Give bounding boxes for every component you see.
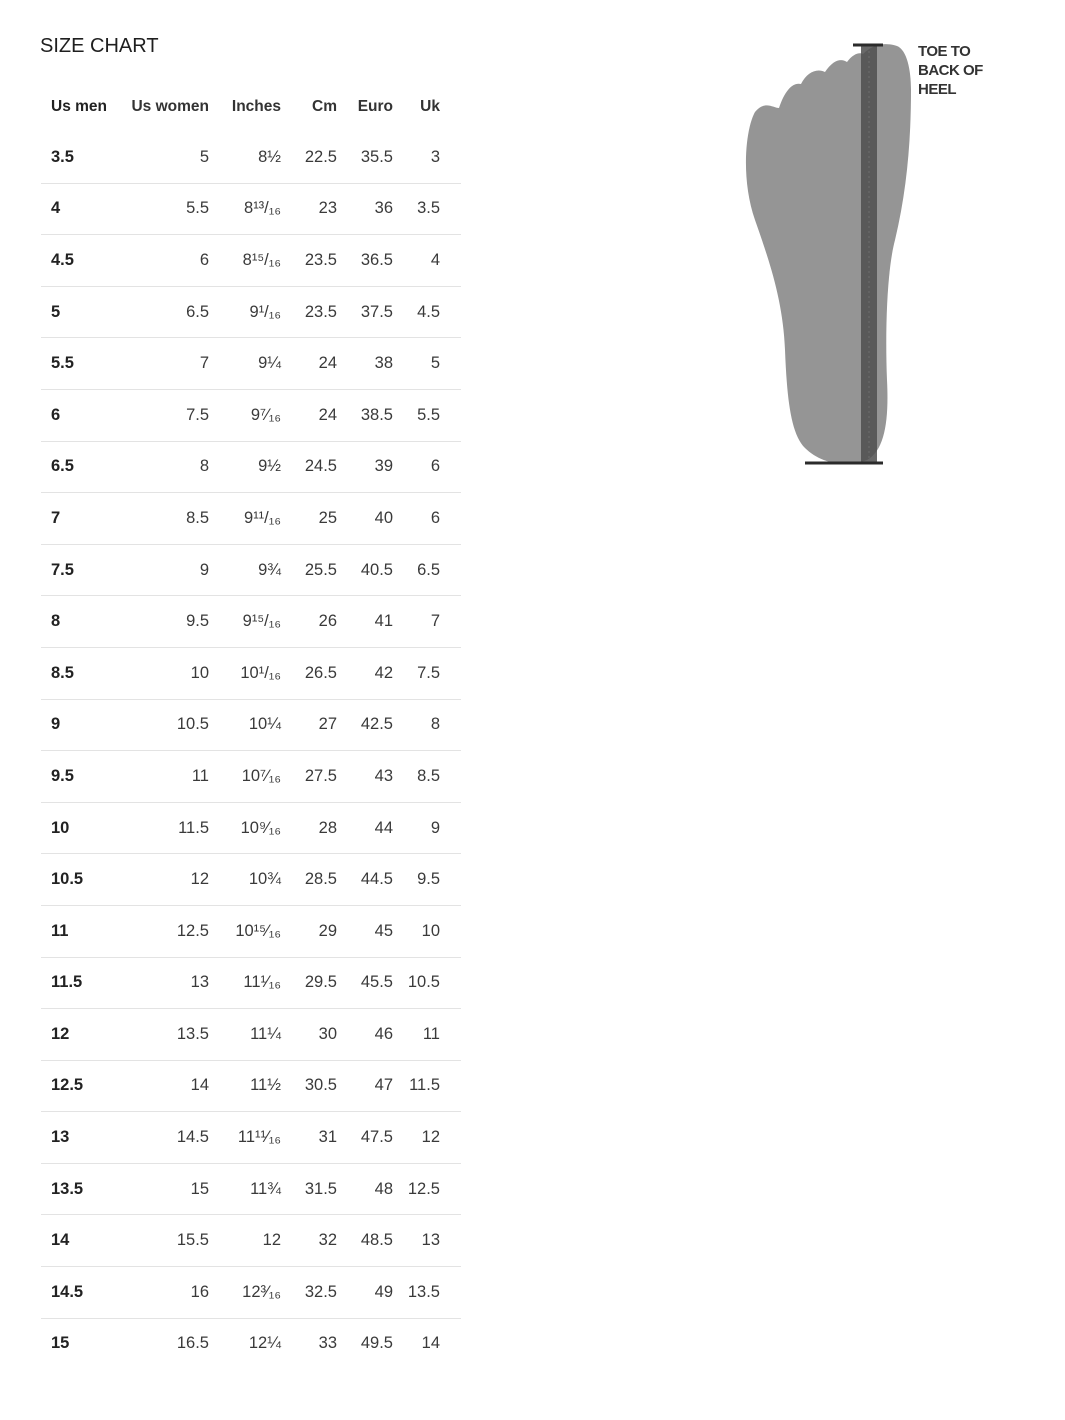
cell-cm: 28	[318, 818, 337, 837]
cell-us-men: 14	[51, 1231, 70, 1250]
cell-inches: 9¾	[258, 560, 281, 579]
cell-us-men: 4	[51, 199, 61, 218]
cell-euro: 39	[374, 457, 393, 476]
table-row	[41, 493, 461, 545]
table-row	[41, 1267, 461, 1319]
cell-cm: 32	[318, 1231, 337, 1250]
cell-uk: 5.5	[417, 405, 440, 424]
cell-cm: 24	[318, 354, 337, 373]
cell-inches: 11¹⁄₁₆	[243, 973, 281, 992]
cell-inches: 11½	[250, 1076, 281, 1095]
cell-uk: 12	[421, 1128, 440, 1147]
table-row	[41, 700, 461, 752]
cell-us-men: 11.5	[51, 973, 83, 992]
cell-euro: 45.5	[360, 973, 393, 992]
cell-uk: 5	[430, 354, 440, 373]
column-header: Inches	[231, 98, 281, 115]
cell-inches: 10⁹⁄₁₆	[240, 818, 281, 837]
cell-euro: 47.5	[360, 1128, 393, 1147]
cell-us-women: 12	[190, 870, 209, 889]
cell-inches: 10⁷⁄₁₆	[241, 766, 281, 785]
cell-cm: 24.5	[304, 457, 337, 476]
table-row	[41, 1061, 461, 1113]
cell-cm: 31	[318, 1128, 337, 1147]
table-body	[41, 132, 461, 1369]
cell-uk: 13	[421, 1231, 440, 1250]
cell-euro: 42	[374, 663, 393, 682]
cell-uk: 8.5	[417, 766, 440, 785]
cell-us-men: 14.5	[51, 1282, 84, 1301]
cell-cm: 24	[318, 405, 337, 424]
cell-us-women: 9	[199, 560, 209, 579]
cell-us-women: 8.5	[186, 508, 209, 527]
cell-euro: 49.5	[360, 1334, 393, 1353]
cell-uk: 8	[430, 715, 440, 734]
table-row	[41, 596, 461, 648]
cell-uk: 10.5	[407, 973, 440, 992]
cell-inches: 10¾	[248, 870, 281, 889]
cell-uk: 13.5	[407, 1282, 440, 1301]
cell-us-women: 5	[199, 147, 209, 166]
cell-uk: 10	[421, 921, 440, 940]
cell-us-men: 12.5	[51, 1076, 84, 1095]
cell-uk: 11	[422, 1024, 440, 1043]
cell-us-women: 6	[199, 250, 209, 269]
cell-euro: 36	[374, 199, 393, 218]
cell-uk: 11.5	[409, 1076, 440, 1095]
cell-inches: 10¼	[248, 715, 281, 734]
cell-uk: 7.5	[417, 663, 440, 682]
table-header	[41, 82, 461, 132]
cell-inches: 9¼	[258, 354, 281, 373]
cell-euro: 36.5	[360, 250, 393, 269]
cell-inches: 9¹⁵/₁₆	[242, 612, 281, 631]
cell-uk: 6	[430, 457, 440, 476]
cell-uk: 14	[421, 1334, 440, 1353]
cell-uk: 9	[430, 818, 440, 837]
table-row	[41, 648, 461, 700]
table-row	[41, 751, 461, 803]
cell-inches: 9¹¹/₁₆	[244, 508, 281, 527]
cell-us-women: 6.5	[186, 302, 209, 321]
cell-euro: 48.5	[360, 1231, 393, 1250]
cell-us-women: 13.5	[176, 1024, 209, 1043]
cell-uk: 3	[430, 147, 440, 166]
cell-us-women: 5.5	[186, 199, 209, 218]
cell-euro: 40	[374, 508, 393, 527]
table-row	[41, 390, 461, 442]
cell-us-women: 11.5	[178, 818, 209, 837]
cell-uk: 4	[430, 250, 440, 269]
cell-us-men: 3.5	[51, 147, 74, 166]
table-row	[41, 854, 461, 906]
cell-cm: 29	[318, 921, 337, 940]
cell-cm: 26	[318, 612, 337, 631]
cell-us-women: 16	[190, 1282, 209, 1301]
measurement-label-line: HEEL	[918, 81, 957, 98]
column-header: Uk	[420, 98, 440, 115]
cell-cm: 26.5	[304, 663, 337, 682]
column-header: Us men	[51, 98, 107, 115]
table-row	[41, 1009, 461, 1061]
measurement-label	[918, 42, 1008, 99]
cell-euro: 45	[374, 921, 393, 940]
cell-us-women: 10.5	[176, 715, 209, 734]
cell-uk: 4.5	[417, 302, 440, 321]
cell-us-men: 10	[51, 818, 70, 837]
cell-us-men: 7	[51, 508, 61, 527]
cell-euro: 38	[374, 354, 393, 373]
cell-inches: 11¼	[250, 1024, 281, 1043]
cell-us-men: 8.5	[51, 663, 74, 682]
cell-euro: 44	[374, 818, 393, 837]
cell-euro: 41	[374, 612, 393, 631]
cell-us-men: 6.5	[51, 457, 74, 476]
cell-euro: 43	[374, 766, 393, 785]
cell-cm: 23	[318, 199, 337, 218]
column-header: Euro	[357, 98, 393, 115]
cell-euro: 44.5	[360, 870, 393, 889]
table-row	[41, 1112, 461, 1164]
cell-uk: 6	[430, 508, 440, 527]
cell-euro: 47	[374, 1076, 393, 1095]
cell-us-women: 7.5	[186, 405, 209, 424]
table-row	[41, 958, 461, 1010]
cell-us-men: 5	[51, 302, 61, 321]
page-title: SIZE CHART	[40, 35, 159, 57]
table-row	[41, 338, 461, 390]
cell-cm: 33	[318, 1334, 337, 1353]
cell-inches: 12¼	[248, 1334, 281, 1353]
cell-us-men: 11	[51, 921, 69, 940]
cell-uk: 6.5	[417, 560, 440, 579]
cell-inches: 11¾	[250, 1179, 281, 1198]
cell-euro: 37.5	[360, 302, 393, 321]
cell-inches: 9½	[258, 457, 281, 476]
cell-us-men: 6	[51, 405, 61, 424]
cell-cm: 25	[318, 508, 337, 527]
measurement-label-line: BACK OF	[918, 62, 983, 79]
table-row	[41, 184, 461, 236]
cell-us-women: 8	[199, 457, 209, 476]
cell-inches: 10¹/₁₆	[240, 663, 281, 682]
table-row	[41, 235, 461, 287]
cell-cm: 27.5	[304, 766, 337, 785]
cell-uk: 3.5	[417, 199, 440, 218]
cell-inches: 11¹¹⁄₁₆	[237, 1128, 281, 1147]
cell-euro: 48	[374, 1179, 393, 1198]
cell-uk: 7	[430, 612, 440, 631]
cell-us-men: 4.5	[51, 250, 74, 269]
cell-us-men: 7.5	[51, 560, 74, 579]
foot-silhouette	[746, 44, 911, 464]
cell-euro: 42.5	[360, 715, 393, 734]
cell-cm: 29.5	[304, 973, 337, 992]
cell-inches: 8½	[258, 147, 281, 166]
cell-cm: 22.5	[304, 147, 337, 166]
cell-us-men: 12	[51, 1024, 70, 1043]
cell-inches: 9⁷⁄₁₆	[250, 405, 281, 424]
cell-euro: 38.5	[360, 405, 393, 424]
cell-cm: 23.5	[304, 302, 337, 321]
table-row	[41, 442, 461, 494]
cell-us-women: 14	[190, 1076, 209, 1095]
cell-us-women: 9.5	[186, 612, 209, 631]
cell-euro: 35.5	[360, 147, 393, 166]
cell-us-women: 10	[190, 663, 209, 682]
cell-us-women: 16.5	[176, 1334, 209, 1353]
cell-euro: 49	[374, 1282, 393, 1301]
cell-us-women: 12.5	[176, 921, 209, 940]
table-row	[41, 545, 461, 597]
size-table	[41, 82, 461, 1369]
cell-cm: 25.5	[304, 560, 337, 579]
table-row	[41, 132, 461, 184]
cell-uk: 9.5	[417, 870, 440, 889]
table-row	[41, 1319, 461, 1370]
table-row	[41, 287, 461, 339]
cell-us-women: 15	[190, 1179, 209, 1198]
table-row	[41, 1215, 461, 1267]
cell-us-men: 9	[51, 715, 61, 734]
cell-us-women: 15.5	[176, 1231, 209, 1250]
cell-cm: 23.5	[304, 250, 337, 269]
cell-us-men: 13.5	[51, 1179, 84, 1198]
cell-inches: 8¹⁵/₁₆	[242, 250, 281, 269]
cell-us-men: 15	[51, 1334, 70, 1353]
cell-cm: 28.5	[304, 870, 337, 889]
table-row	[41, 1164, 461, 1216]
cell-cm: 27	[318, 715, 337, 734]
column-header: Us women	[131, 98, 209, 115]
column-header: Cm	[312, 98, 337, 115]
cell-inches: 9¹/₁₆	[249, 302, 281, 321]
cell-cm: 31.5	[304, 1179, 337, 1198]
cell-inches: 12³⁄₁₆	[242, 1282, 281, 1301]
cell-cm: 32.5	[304, 1282, 337, 1301]
cell-euro: 46	[374, 1024, 393, 1043]
cell-inches: 8¹³/₁₆	[244, 199, 281, 218]
cell-cm: 30.5	[304, 1076, 337, 1095]
cell-us-men: 10.5	[51, 870, 84, 889]
cell-euro: 40.5	[360, 560, 393, 579]
cell-us-men: 9.5	[51, 766, 74, 785]
cell-us-women: 13	[190, 973, 209, 992]
table-row	[41, 803, 461, 855]
cell-us-women: 11	[191, 766, 209, 785]
cell-us-women: 7	[199, 354, 209, 373]
measurement-label-line: TOE TO	[918, 43, 971, 60]
cell-inches: 12	[262, 1231, 281, 1250]
cell-uk: 12.5	[407, 1179, 440, 1198]
cell-us-men: 13	[51, 1128, 70, 1147]
cell-us-men: 5.5	[51, 354, 74, 373]
cell-us-women: 14.5	[176, 1128, 209, 1147]
cell-cm: 30	[318, 1024, 337, 1043]
cell-inches: 10¹⁵⁄₁₆	[235, 921, 281, 940]
cell-us-men: 8	[51, 612, 61, 631]
table-row	[41, 906, 461, 958]
